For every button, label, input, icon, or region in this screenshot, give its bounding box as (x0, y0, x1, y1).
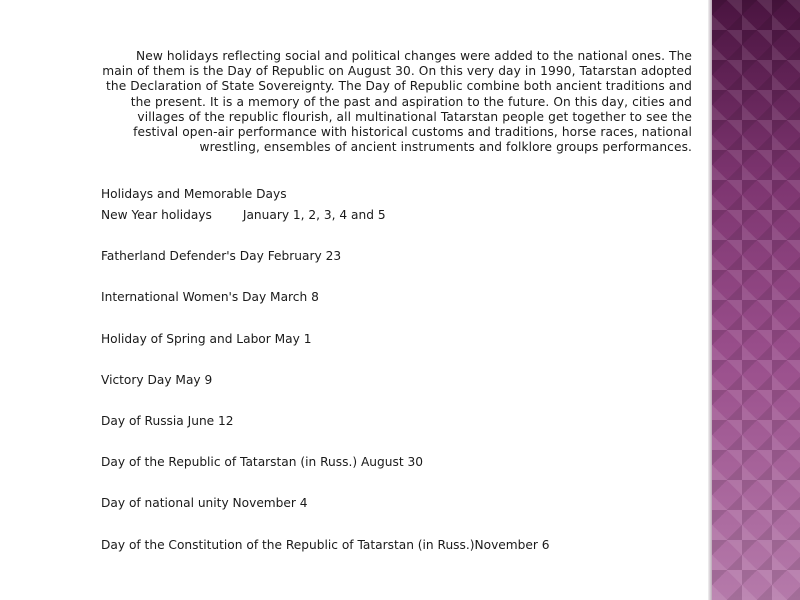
decorative-side-band (712, 0, 800, 600)
holidays-heading: Holidays and Memorable Days (101, 187, 287, 201)
holiday-item: Day of national unity November 4 (101, 496, 308, 511)
holiday-item: Victory Day May 9 (101, 372, 213, 387)
holiday-item: New Year holidays January 1, 2, 3, 4 and 5 (101, 208, 386, 222)
holiday-item: Fatherland Defender's Day February 23 (101, 249, 342, 264)
holiday-item: Day of the Constitution of the Republic of Tatarstan (in Russ.)November 6 (101, 537, 550, 552)
intro-paragraph: New holidays reflecting social and political changes were added to the national ones. The main of them is the Day of Republic on August 30. On this very day in 1990, Tatarstan adopted the Declaration of State Sovereignty. The Day of Republic combine both ancient traditions and the present. It is a memory of the past and aspiration to the future. On this day, cities and villages of the republic flourish, all multinational Tatarstan people get together to see the festival open-air performance with historical customs and traditions, horse races, national wrestling, ensembles of ancient instruments and folklore groups performances. (102, 49, 692, 155)
holiday-item: Holiday of Spring and Labor May 1 (101, 331, 312, 346)
holiday-item: Day of Russia June 12 (101, 413, 234, 428)
holiday-item: International Women's Day March 8 (101, 290, 319, 305)
holiday-list (101, 207, 701, 553)
holiday-item: Day of the Republic of Tatarstan (in Russ.) August 30 (101, 455, 423, 470)
